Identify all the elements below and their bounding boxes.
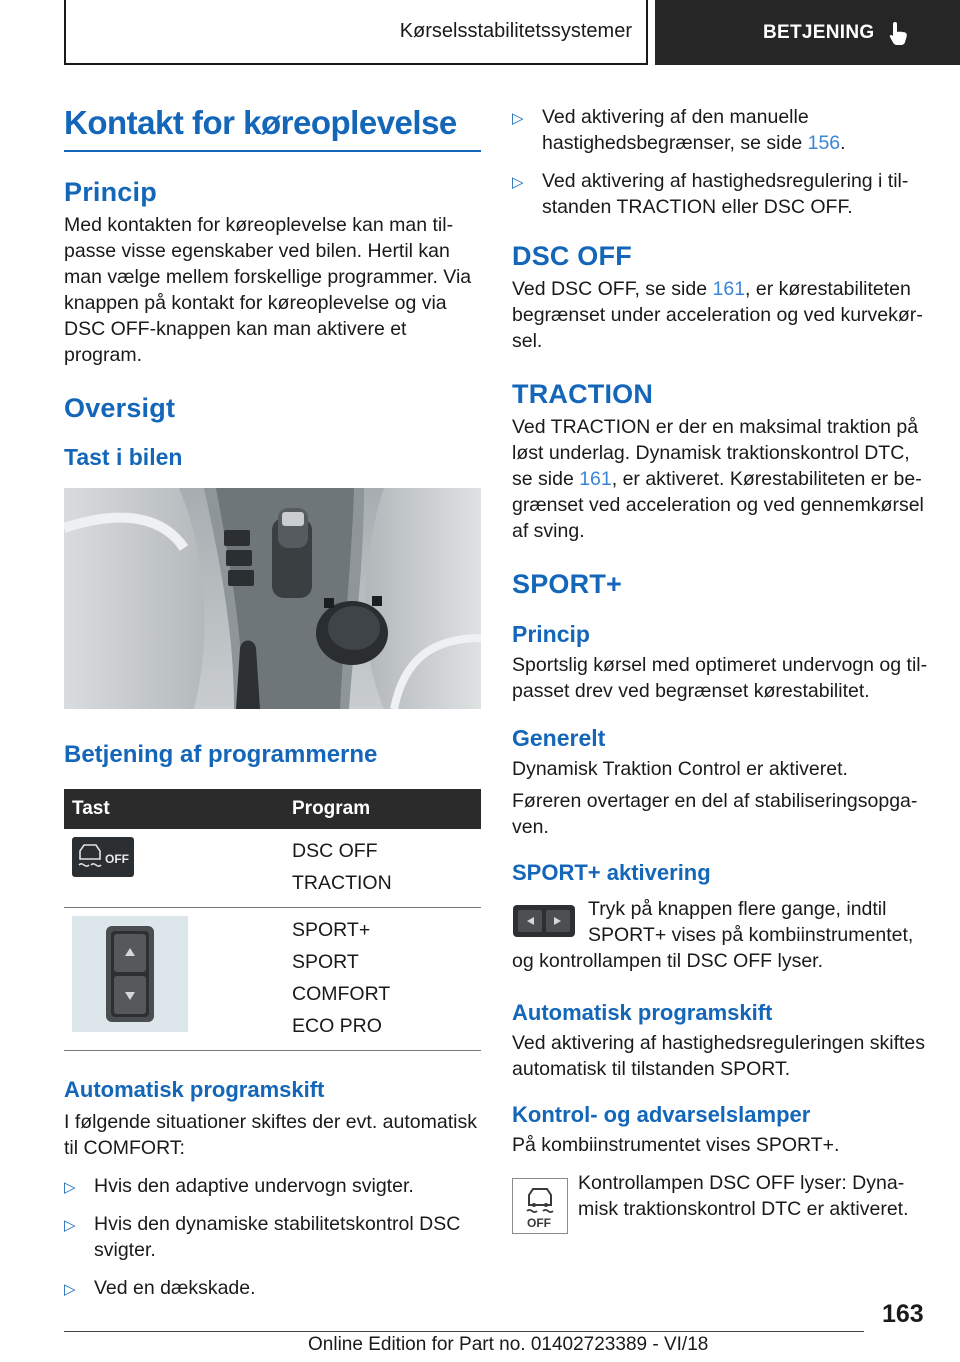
list-item: ▷ Hvis den dynamiske stabilitetskontrol DSC svigter. <box>64 1213 461 1261</box>
program-dsc-off: DSC OFF <box>292 840 378 862</box>
sport-plus-heading: SPORT+ <box>512 569 622 599</box>
header-section-title: Kørselsstabilitetssystemer <box>399 20 632 42</box>
triangle-bullet-icon: ▷ <box>64 1281 76 1298</box>
lamp-block <box>512 1170 930 1234</box>
table-row <box>64 908 481 1051</box>
list-item: ▷ Ved en dækskade. <box>64 1275 481 1301</box>
mode-button-icon <box>512 904 576 938</box>
table-header-tast: Tast <box>64 789 284 829</box>
dsc-off-button-icon <box>72 837 134 877</box>
oversigt-heading: Oversigt <box>64 393 176 423</box>
list-item: ▷ Hvis den adaptive undervogn svigter. <box>64 1173 481 1199</box>
aktivering-text-b: og kontrollampen til DSC OFF lyser. <box>512 950 824 972</box>
top-bullets <box>512 104 930 220</box>
triangle-bullet-icon: ▷ <box>512 174 524 191</box>
edition-text: Online Edition for Part no. 01402723389 - VI/18 <box>308 1334 709 1355</box>
sport-princip-text: Sportslig kørsel med optimeret undervogn og tilpasset drev ved begrænset kørestabilitet. <box>512 654 928 702</box>
generelt-heading: Generelt <box>512 725 606 751</box>
page-link-156[interactable]: 156 <box>807 132 841 154</box>
princip-text: Med kontakten for køreoplevelse kan man tilpasse visse egenskaber ved bilen. Hertil kan man vælge mellem forskellige programmer. Via knappen på kontakt for køreoplevelse og via DSC OFF-knappen kan man aktivere et program. <box>64 214 472 366</box>
mode-switch-icon <box>72 916 188 1032</box>
page-link-161[interactable]: 161 <box>579 468 612 490</box>
hand-pointer-icon <box>888 20 912 46</box>
list-item: ▷ Ved aktivering af den manuelle hastighedsbegrænser, se side 156. <box>512 106 846 154</box>
table-header-program: Program <box>284 789 481 829</box>
page-link-161[interactable]: 161 <box>712 278 746 300</box>
dsc-off-heading: DSC OFF <box>512 241 632 271</box>
program-traction: TRACTION <box>292 872 392 894</box>
aktivering-text-a: Tryk på knappen flere gange, indtil SPORT+ vises på kombiinstrumentet, <box>588 898 914 946</box>
program-comfort: COMFORT <box>292 983 391 1005</box>
triangle-bullet-icon: ▷ <box>512 110 524 127</box>
program-sport-plus: SPORT+ <box>292 919 371 941</box>
svg-text:OFF: OFF <box>527 1216 551 1230</box>
auto-programskift-text: Ved aktivering af hastighedsreguleringen skiftes automatisk til tilstanden SPORT. <box>512 1032 926 1080</box>
auto-text: I følgende situationer skiftes der evt. automatisk til COMFORT: <box>64 1111 477 1159</box>
princip-heading: Princip <box>64 177 157 207</box>
kontrol-text: På kombiinstrumentet vises SPORT+. <box>512 1134 840 1156</box>
program-sport: SPORT <box>292 951 359 973</box>
triangle-bullet-icon: ▷ <box>64 1179 76 1196</box>
traction-text: Ved TRACTION er der en maksimal traktion på løst underlag. Dynamisk traktionskontrol DTC, se side 161, er aktiveret. Kørestabiliteten er begrænset ved acceleration og ved gennemkørsel af sving. <box>512 416 924 542</box>
generelt-text-2: Føreren overtager en del af stabiliseringsopgaven. <box>512 790 918 838</box>
traction-heading: TRACTION <box>512 379 654 409</box>
page-title: Kontakt for køreoplevelse <box>64 104 457 141</box>
footer-divider <box>64 1331 864 1332</box>
header-chapter-title: BETJENING <box>763 21 875 43</box>
tast-heading: Tast i bilen <box>64 444 183 470</box>
dsc-off-text: Ved DSC OFF, se side 161, er kørestabiliteten begrænset under acceleration og ved kurvekørsel. <box>512 278 923 352</box>
auto-programskift-heading: Automatisk programskift <box>512 1000 773 1025</box>
table-row <box>64 829 481 908</box>
aktivering-block <box>512 896 930 948</box>
sport-princip-heading: Princip <box>512 621 590 647</box>
header-section-tab <box>64 0 648 65</box>
title-divider <box>64 150 481 152</box>
program-eco-pro: ECO PRO <box>292 1015 382 1037</box>
auto-heading: Automatisk programskift <box>64 1077 325 1102</box>
dsc-off-lamp-icon <box>512 1178 568 1234</box>
betjening-heading: Betjening af programmerne <box>64 741 378 768</box>
list-item: ▷ Ved aktivering af hastighedsregulering i tilstanden TRACTION eller DSC OFF. <box>512 170 909 218</box>
auto-bullets <box>64 1173 481 1301</box>
car-console-image <box>64 488 481 709</box>
kontrol-heading: Kontrol- og advarselslamper <box>512 1102 811 1127</box>
page-number: 163 <box>882 1300 924 1328</box>
sport-aktivering-heading: SPORT+ aktivering <box>512 860 711 885</box>
lamp-text: Kontrollampen DSC OFF lyser: Dynamisk traktionskontrol DTC er aktiveret. <box>578 1172 909 1220</box>
program-table <box>64 789 481 1051</box>
triangle-bullet-icon: ▷ <box>64 1217 76 1234</box>
svg-text:OFF: OFF <box>105 852 129 866</box>
generelt-text-1: Dynamisk Traktion Control er aktiveret. <box>512 758 848 780</box>
header-chapter-tab <box>655 0 960 65</box>
